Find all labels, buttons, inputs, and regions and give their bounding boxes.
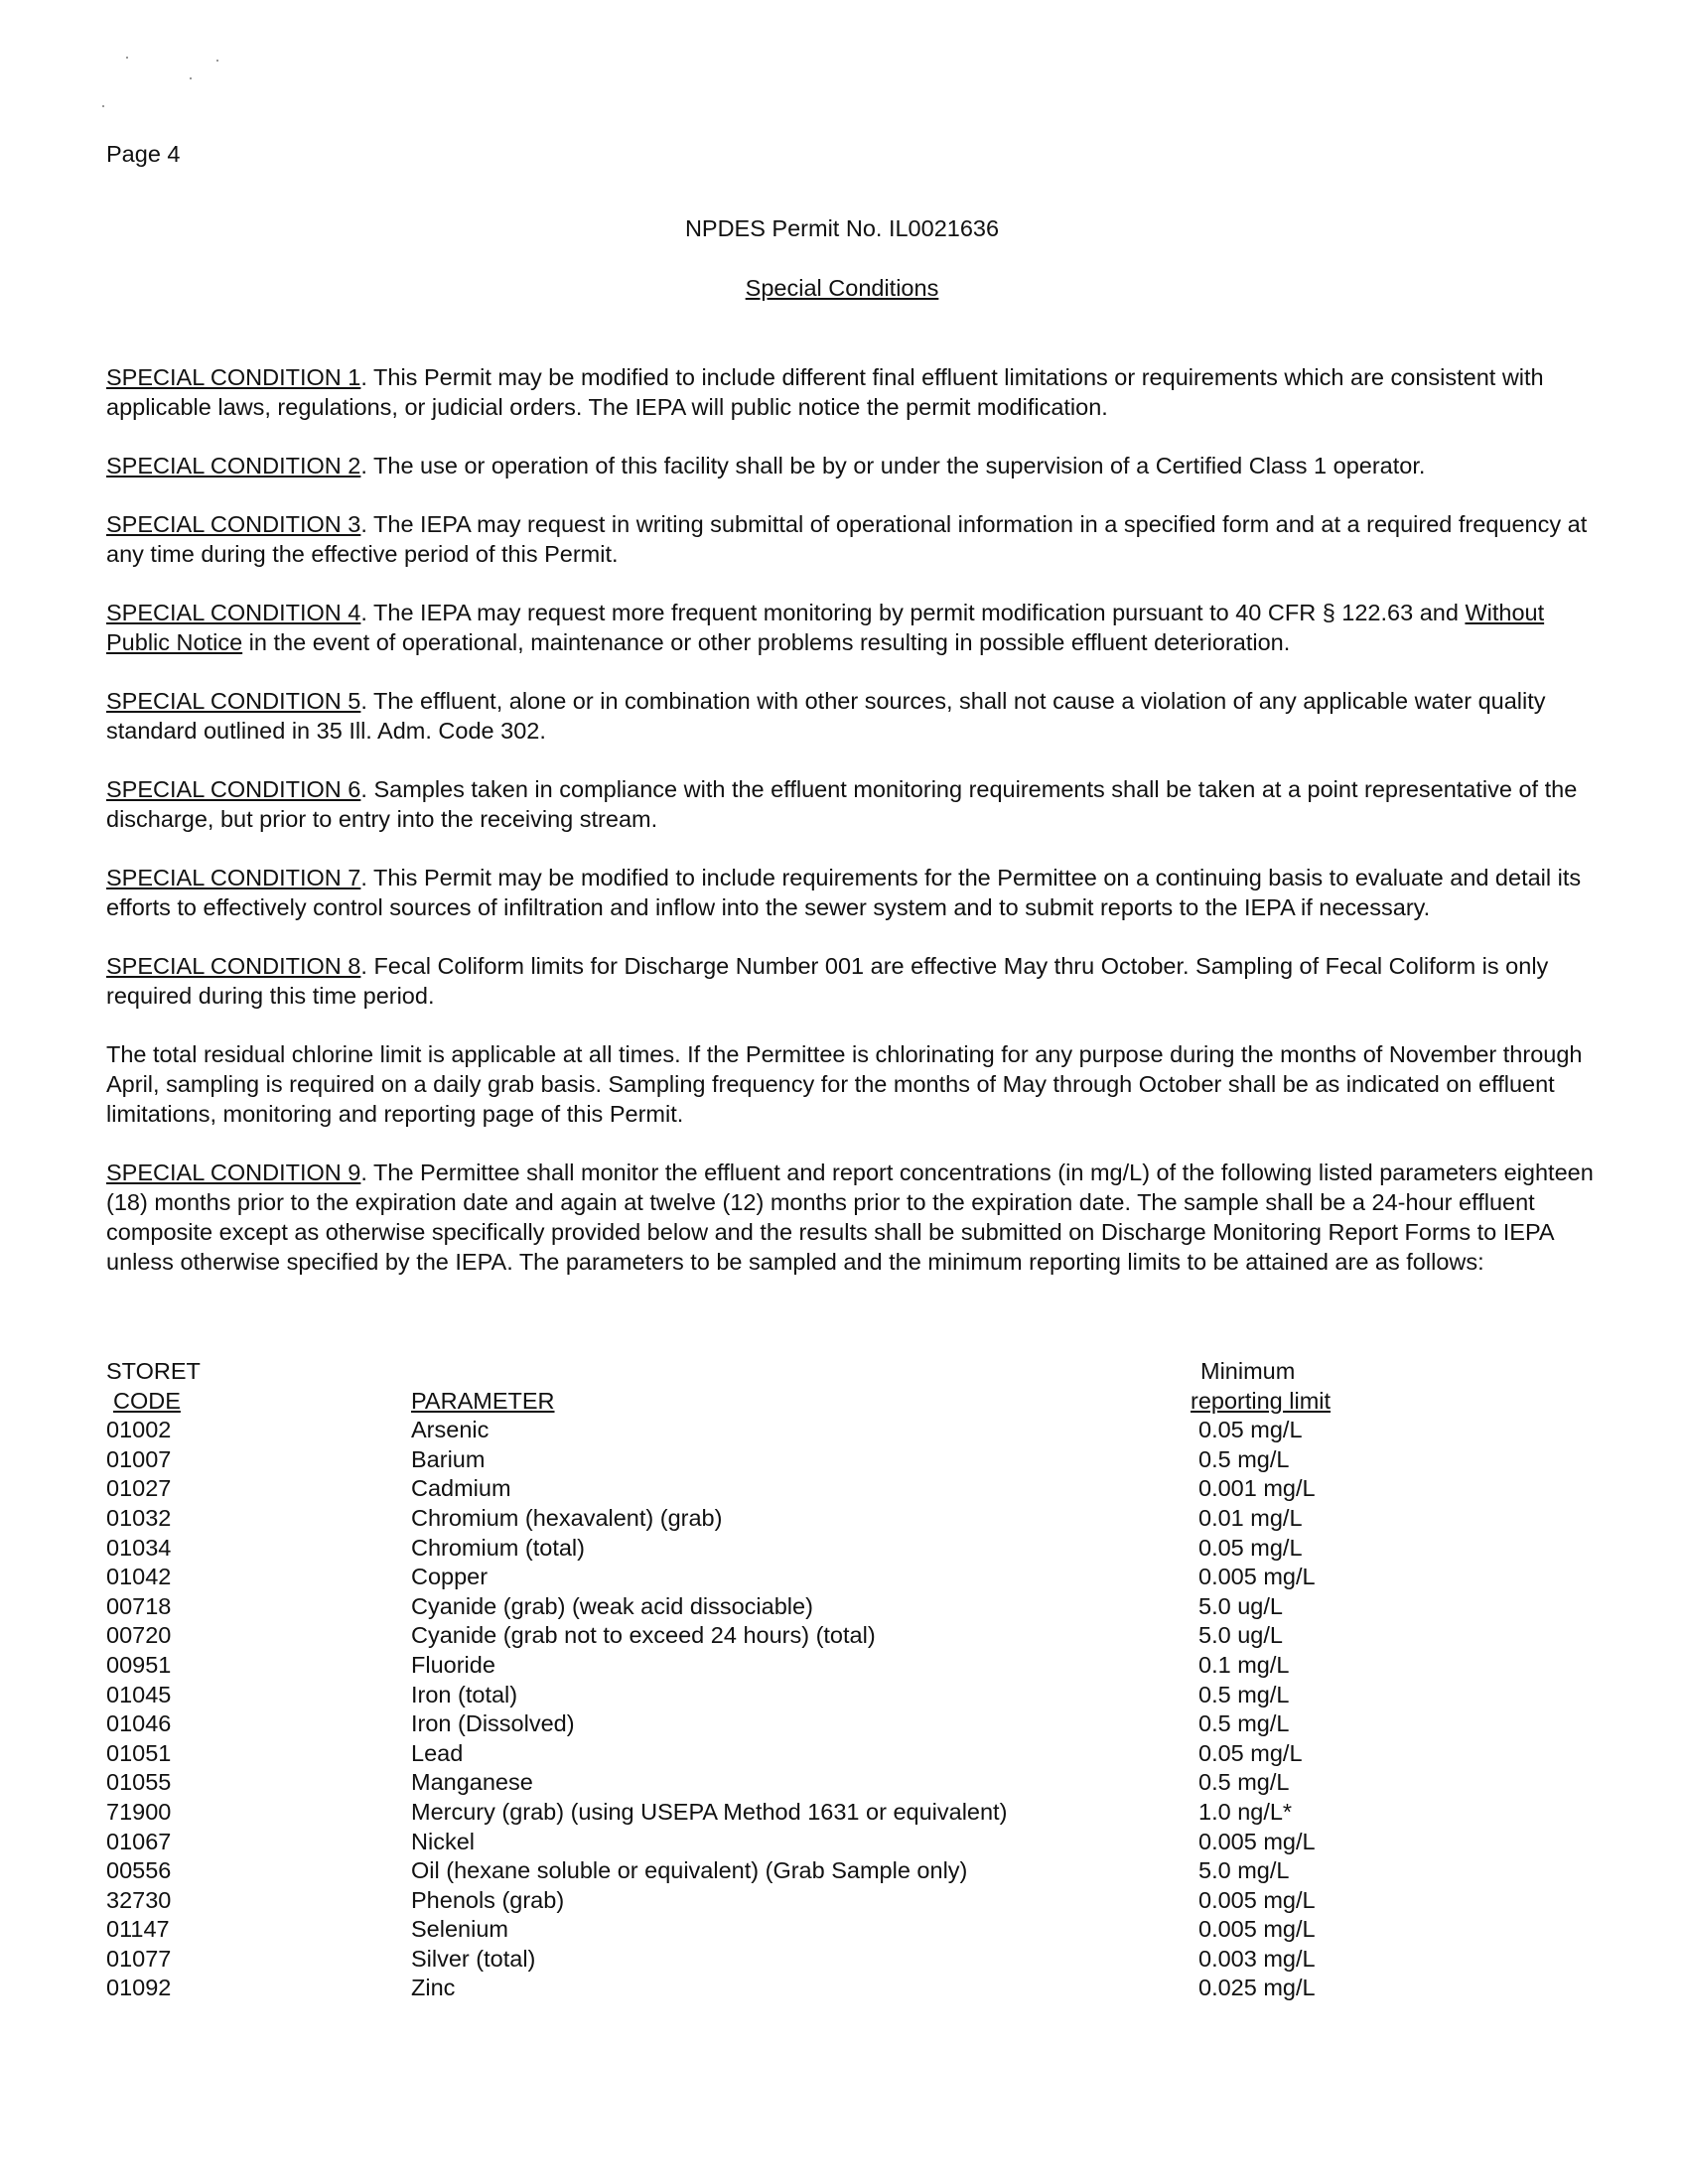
reporting-limit: 0.05 mg/L xyxy=(1198,1534,1303,1561)
scan-speck xyxy=(216,60,218,62)
parameter-name: Copper xyxy=(411,1564,489,1590)
reporting-limit: 0.005 mg/L xyxy=(1198,1886,1316,1913)
storet-code: 01002 xyxy=(106,1417,172,1443)
parameter-name: Phenols (grab) xyxy=(411,1886,565,1913)
storet-code: 01045 xyxy=(106,1681,172,1707)
condition-text: . Fecal Coliform limits for Discharge Number 001 are effective May thru October. Sampling of Fecal Coliform is only required during this time period. xyxy=(106,953,1549,1009)
special-condition-1 xyxy=(106,362,1596,422)
table-row xyxy=(106,1680,1397,1709)
reporting-limit: 0.05 mg/L xyxy=(1198,1739,1303,1766)
condition-label: SPECIAL CONDITION 5 xyxy=(106,688,361,714)
table-body xyxy=(106,1415,1397,2002)
header-storet: STORET xyxy=(106,1358,201,1384)
page-number: Page 4 xyxy=(106,141,181,167)
table-row xyxy=(106,1533,1397,1563)
parameter-name: Fluoride xyxy=(411,1651,495,1678)
parameter-name: Chromium (hexavalent) (grab) xyxy=(411,1504,723,1531)
storet-code: 71900 xyxy=(106,1798,172,1825)
table-row xyxy=(106,1885,1397,1915)
reporting-limit: 0.003 mg/L xyxy=(1198,1945,1316,1972)
reporting-limit: 0.5 mg/L xyxy=(1198,1769,1290,1796)
parameter-name: Mercury (grab) (using USEPA Method 1631 or equivalent) xyxy=(411,1798,1008,1825)
storet-code: 01046 xyxy=(106,1710,172,1737)
parameter-name: Zinc xyxy=(411,1975,456,2001)
storet-code: 01092 xyxy=(106,1975,172,2001)
reporting-limit: 0.5 mg/L xyxy=(1198,1445,1290,1472)
header-parameter: PARAMETER xyxy=(411,1387,555,1414)
table-row xyxy=(106,1444,1397,1474)
section-title: Special Conditions xyxy=(745,275,939,301)
table-row xyxy=(106,1944,1397,1974)
condition-label: SPECIAL CONDITION 7 xyxy=(106,865,361,890)
reporting-limit: 5.0 ug/L xyxy=(1198,1592,1283,1619)
reporting-limit: 0.05 mg/L xyxy=(1198,1417,1303,1443)
scan-speck xyxy=(190,77,192,79)
storet-code: 00951 xyxy=(106,1651,172,1678)
table-row xyxy=(106,1650,1397,1680)
parameter-name: Silver (total) xyxy=(411,1945,536,1972)
condition-text: . The use or operation of this facility shall be by or under the supervision of a Certified Class 1 operator. xyxy=(360,453,1426,478)
parameter-name: Oil (hexane soluble or equivalent) (Grab Sample only) xyxy=(411,1857,968,1884)
parameter-name: Nickel xyxy=(411,1828,475,1854)
storet-code: 01077 xyxy=(106,1945,172,1972)
condition-label: SPECIAL CONDITION 3 xyxy=(106,511,361,537)
special-condition-8 xyxy=(106,951,1596,1011)
table-row xyxy=(106,1738,1397,1768)
storet-code: 01007 xyxy=(106,1445,172,1472)
reporting-limit: 0.005 mg/L xyxy=(1198,1564,1316,1590)
condition-text: . The Permittee shall monitor the effluent and report concentrations (in mg/L) of the following listed parameters eighteen (18) months prior to the expiration date and again at twelve (12) months prior to the expiration date. The sample shall be a 24-hour effluent composite except as otherwise specifically provided below and the results shall be submitted on Discharge Monitoring Report Forms to IEPA unless otherwise specified by the IEPA. The parameters to be sampled and the minimum reporting limits to be attained are as follows: xyxy=(106,1160,1594,1275)
storet-code: 01051 xyxy=(106,1739,172,1766)
special-condition-7 xyxy=(106,863,1596,922)
reporting-limit: 0.5 mg/L xyxy=(1198,1710,1290,1737)
storet-code: 00718 xyxy=(106,1592,172,1619)
permit-number: NPDES Permit No. IL0021636 xyxy=(684,215,1000,241)
condition-text: . Samples taken in compliance with the effluent monitoring requirements shall be taken at a point representative of the discharge, but prior to entry into the receiving stream. xyxy=(106,776,1578,832)
table-row xyxy=(106,1473,1397,1503)
storet-code: 01067 xyxy=(106,1828,172,1854)
header-code: CODE xyxy=(113,1387,181,1414)
reporting-limit: 0.025 mg/L xyxy=(1198,1975,1316,2001)
parameter-name: Cadmium xyxy=(411,1475,511,1502)
special-condition-3 xyxy=(106,509,1596,569)
condition-text: in the event of operational, maintenance or other problems resulting in possible effluent deterioration. xyxy=(242,629,1291,655)
special-condition-5 xyxy=(106,686,1596,746)
table-row xyxy=(106,1855,1397,1885)
table-row xyxy=(106,1503,1397,1533)
header-reporting-limit: reporting limit xyxy=(1191,1387,1332,1414)
condition-text: The total residual chlorine limit is applicable at all times. If the Permittee is chlorinating for any purpose during the months of November through April, sampling is required on a daily grab basis. Sampling frequency for the months of May through October shall be as indicated on effluent limitations, monitoring and reporting page of this Permit. xyxy=(106,1041,1583,1127)
header-minimum: Minimum xyxy=(1200,1358,1296,1384)
reporting-limit: 1.0 ng/L* xyxy=(1198,1798,1293,1825)
chlorine-paragraph xyxy=(106,1039,1596,1129)
storet-code: 01032 xyxy=(106,1504,172,1531)
table-row xyxy=(106,1797,1397,1827)
parameter-name: Manganese xyxy=(411,1769,533,1796)
parameter-name: Selenium xyxy=(411,1916,508,1943)
special-condition-2 xyxy=(106,451,1596,480)
table-row xyxy=(106,1767,1397,1797)
condition-label: SPECIAL CONDITION 4 xyxy=(106,600,361,625)
special-condition-6 xyxy=(106,774,1596,834)
storet-code: 01147 xyxy=(106,1916,170,1943)
storet-code: 00720 xyxy=(106,1622,172,1649)
table-row xyxy=(106,1562,1397,1591)
parameter-name: Iron (total) xyxy=(411,1681,518,1707)
storet-code: 00556 xyxy=(106,1857,172,1884)
reporting-limit: 0.1 mg/L xyxy=(1198,1651,1290,1678)
scan-speck xyxy=(126,57,128,59)
parameter-table xyxy=(106,1356,1397,2002)
reporting-limit: 5.0 ug/L xyxy=(1198,1622,1283,1649)
condition-text: . This Permit may be modified to include requirements for the Permittee on a continuing basis to evaluate and detail its efforts to effectively control sources of infiltration and inflow into the sewer system and to submit reports to the IEPA if necessary. xyxy=(106,865,1582,920)
conditions-body xyxy=(106,362,1596,1305)
table-header-bottom xyxy=(106,1386,1397,1416)
parameter-name: Cyanide (grab not to exceed 24 hours) (total) xyxy=(411,1622,876,1649)
condition-label: SPECIAL CONDITION 1 xyxy=(106,364,361,390)
reporting-limit: 0.005 mg/L xyxy=(1198,1828,1316,1854)
condition-text: . This Permit may be modified to include different final effluent limitations or requirements which are consistent with applicable laws, regulations, or judicial orders. The IEPA will public notice the permit modification. xyxy=(106,364,1544,420)
table-header-top xyxy=(106,1356,1397,1386)
parameter-name: Chromium (total) xyxy=(411,1534,585,1561)
reporting-limit: 5.0 mg/L xyxy=(1198,1857,1290,1884)
reporting-limit: 0.5 mg/L xyxy=(1198,1681,1290,1707)
reporting-limit: 0.001 mg/L xyxy=(1198,1475,1316,1502)
storet-code: 32730 xyxy=(106,1886,172,1913)
storet-code: 01042 xyxy=(106,1564,172,1590)
parameter-name: Cyanide (grab) (weak acid dissociable) xyxy=(411,1592,813,1619)
table-row xyxy=(106,1914,1397,1944)
scan-speck xyxy=(102,105,104,107)
condition-text: . The IEPA may request more frequent monitoring by permit modification pursuant to 40 CFR § 122.63 and xyxy=(360,600,1466,625)
parameter-name: Barium xyxy=(411,1445,486,1472)
condition-label: SPECIAL CONDITION 8 xyxy=(106,953,361,979)
reporting-limit: 0.005 mg/L xyxy=(1198,1916,1316,1943)
special-condition-9 xyxy=(106,1158,1596,1277)
condition-label: SPECIAL CONDITION 6 xyxy=(106,776,361,802)
parameter-name: Iron (Dissolved) xyxy=(411,1710,575,1737)
parameter-name: Lead xyxy=(411,1739,464,1766)
table-row xyxy=(106,1973,1397,2002)
table-row xyxy=(106,1827,1397,1856)
condition-text: . The effluent, alone or in combination with other sources, shall not cause a violation of any applicable water quality standard outlined in 35 Ill. Adm. Code 302. xyxy=(106,688,1546,744)
storet-code: 01027 xyxy=(106,1475,172,1502)
table-row xyxy=(106,1620,1397,1650)
without-public-notice: Without Public Notice xyxy=(106,600,1545,655)
condition-text: . The IEPA may request in writing submittal of operational information in a specified form and at a required frequency at any time during the effective period of this Permit. xyxy=(106,511,1588,567)
special-condition-4 xyxy=(106,598,1596,657)
table-row xyxy=(106,1415,1397,1444)
table-row xyxy=(106,1591,1397,1621)
storet-code: 01034 xyxy=(106,1534,172,1561)
table-row xyxy=(106,1708,1397,1738)
storet-code: 01055 xyxy=(106,1769,172,1796)
condition-label: SPECIAL CONDITION 9 xyxy=(106,1160,361,1185)
reporting-limit: 0.01 mg/L xyxy=(1198,1504,1303,1531)
parameter-name: Arsenic xyxy=(411,1417,490,1443)
condition-label: SPECIAL CONDITION 2 xyxy=(106,453,361,478)
